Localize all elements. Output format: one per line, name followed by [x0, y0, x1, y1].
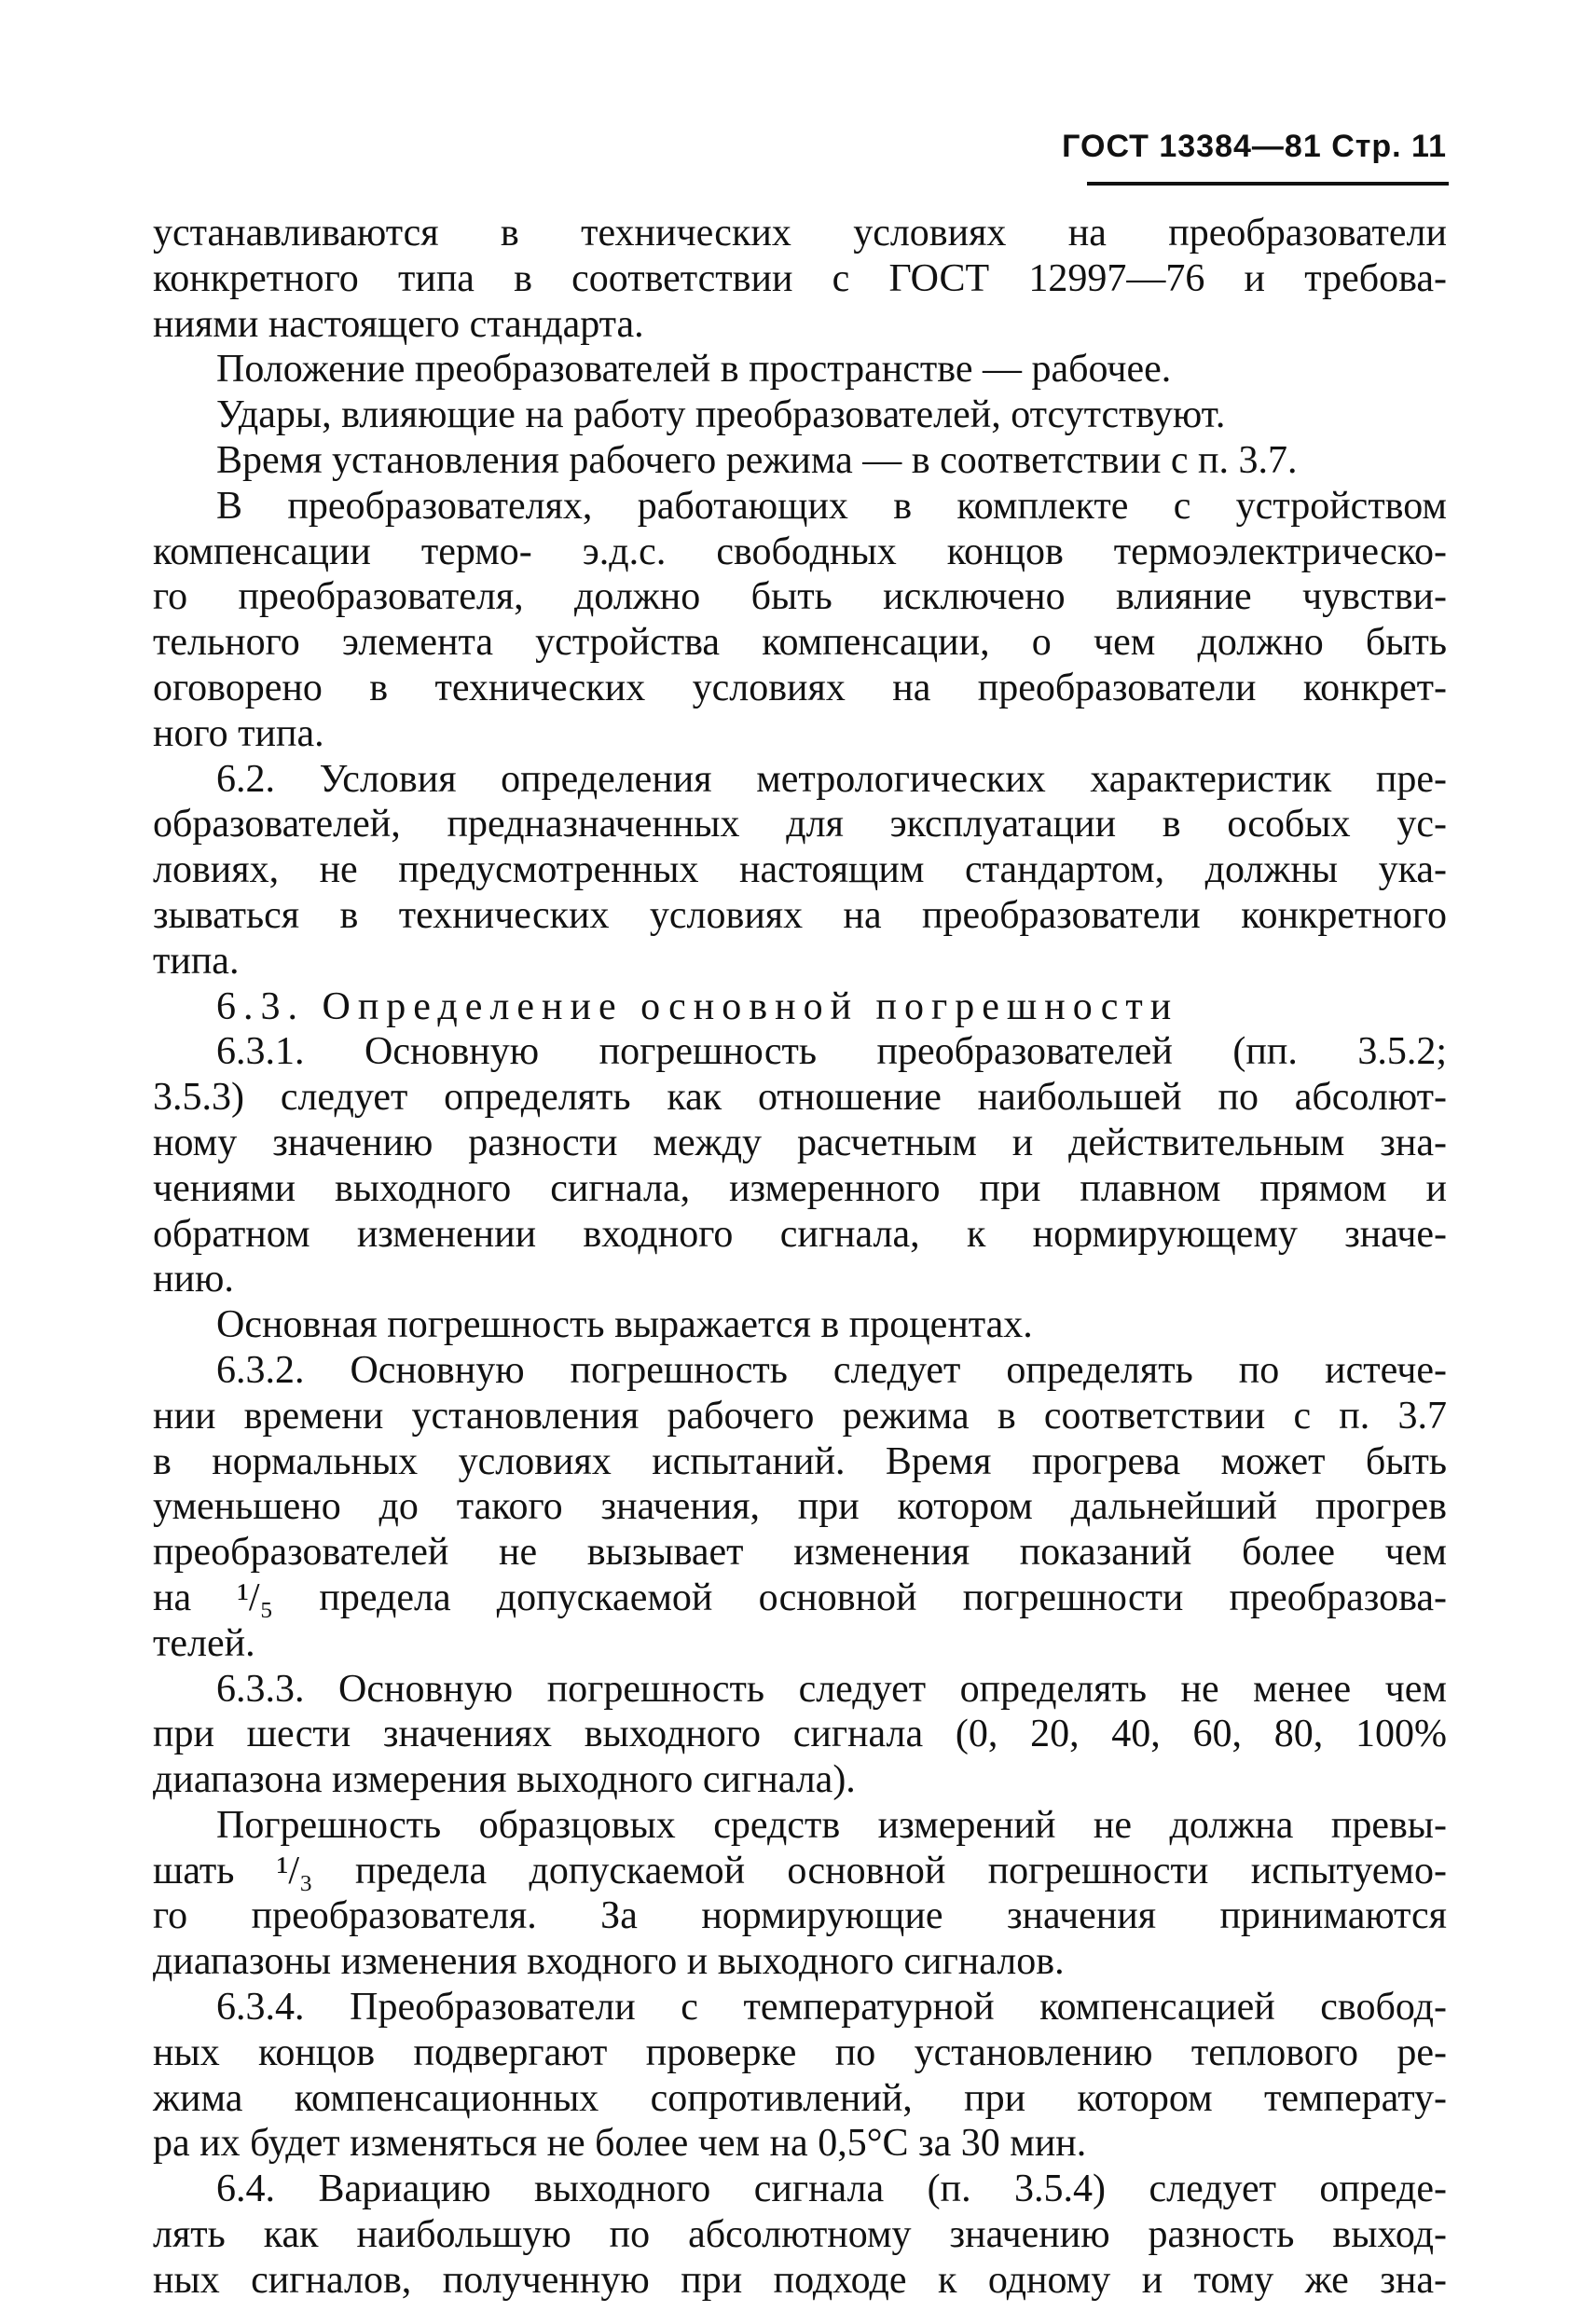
text-line: нии времени установления рабочего режима в соответствии с п. 3.7	[153, 1394, 1447, 1438]
text-line: шать ¹/₃ предела допускаемой основной погрешности испытуемо-	[153, 1849, 1447, 1892]
text-line: диапазона измерения выходного сигнала).	[153, 1758, 856, 1802]
text-line: при шести значениях выходного сигнала (0, 20, 40, 60, 80, 100%	[153, 1713, 1447, 1756]
text-line: ниями настоящего стандарта.	[153, 302, 644, 346]
text-line: преобразователей не вызывает изменения показаний более чем	[153, 1531, 1447, 1575]
text-line: зываться в технических условиях на преобразователи конкретного	[153, 893, 1447, 937]
page-number: Стр. 11	[1331, 129, 1447, 164]
page-header	[1062, 129, 1447, 165]
text-line: устанавливаются в технических условиях на преобразователи	[153, 212, 1447, 255]
text-line: нию.	[153, 1258, 234, 1301]
text-line: образователей, предназначенных для эксплуатации в особых ус-	[153, 803, 1447, 846]
text-line: компенсации термо- э.д.с. свободных концов термоэлектрическо-	[153, 530, 1447, 573]
doc-reference: ГОСТ 13384—81	[1062, 129, 1322, 164]
text-line: Основная погрешность выражается в процентах.	[216, 1303, 1033, 1347]
text-line: ному значению разности между расчетным и действительным зна-	[153, 1121, 1447, 1164]
text-line: 6.3.1. Основную погрешность преобразователей (пп. 3.5.2;	[216, 1030, 1447, 1074]
text-line: В преобразователях, работающих в комплекте с устройством	[216, 484, 1447, 528]
text-line: 3.5.3) следует определять как отношение наибольшей по абсолют-	[153, 1076, 1447, 1120]
text-line: ного типа.	[153, 711, 324, 755]
text-line: на ¹/₅ предела допускаемой основной погрешности преобразова-	[153, 1576, 1447, 1619]
text-line: 6.3. Определение основной погрешности	[216, 984, 1179, 1028]
text-line: жима компенсационных сопротивлений, при котором температу-	[153, 2076, 1447, 2120]
document-body	[153, 211, 1447, 2304]
text-line: в нормальных условиях испытаний. Время прогрева может быть	[153, 1439, 1447, 1483]
text-line: 6.4. Вариацию выходного сигнала (п. 3.5.4) следует опреде-	[216, 2168, 1447, 2211]
text-line: ра их будет изменяться не более чем на 0,5°С за 30 мин.	[153, 2122, 1087, 2166]
text-line: оговорено в технических условиях на преобразователи конкрет-	[153, 666, 1447, 709]
text-line: Время установления рабочего режима — в соответствии с п. 3.7.	[216, 438, 1298, 482]
text-line: 6.3.4. Преобразователи с температурной компенсацией свобод-	[216, 1986, 1447, 2030]
text-line: обратном изменении входного сигнала, к нормирующему значе-	[153, 1212, 1447, 1256]
text-line: Удары, влияющие на работу преобразователей, отсутствуют.	[216, 393, 1226, 437]
text-line: конкретного типа в соответствии с ГОСТ 12997—76 и требова-	[153, 256, 1447, 300]
text-line: ных сигналов, полученную при подходе к одному и тому же зна-	[153, 2258, 1447, 2302]
text-line: уменьшено до такого значения, при котором дальнейший прогрев	[153, 1485, 1447, 1529]
text-line: Погрешность образцовых средств измерений не должна превы-	[216, 1803, 1447, 1847]
text-line: 6.3.3. Основную погрешность следует определять не менее чем	[216, 1667, 1447, 1711]
header-rule	[1087, 182, 1449, 186]
text-line: тельного элемента устройства компенсации, о чем должно быть	[153, 621, 1447, 665]
text-line: чениями выходного сигнала, измеренного при плавном прямом и	[153, 1166, 1447, 1210]
text-line: го преобразователя, должно быть исключено влияние чувстви-	[153, 575, 1447, 619]
text-line: ловиях, не предусмотренных настоящим стандартом, должны ука-	[153, 848, 1447, 892]
text-line: Положение преобразователей в пространстве — рабочее.	[216, 348, 1172, 392]
text-line: типа.	[153, 939, 240, 983]
text-line: 6.3.2. Основную погрешность следует определять по истече-	[216, 1348, 1447, 1392]
text-line: диапазоны изменения входного и выходного сигналов.	[153, 1940, 1065, 1984]
text-line: 6.2. Условия определения метрологических характеристик пре-	[216, 757, 1447, 801]
text-line: лять как наибольшую по абсолютному значению разность выход-	[153, 2213, 1447, 2257]
text-line: телей.	[153, 1621, 255, 1665]
text-line: ных концов подвергают проверке по установлению теплового ре-	[153, 2030, 1447, 2074]
text-line: го преобразователя. За нормирующие значения принимаются	[153, 1894, 1447, 1938]
